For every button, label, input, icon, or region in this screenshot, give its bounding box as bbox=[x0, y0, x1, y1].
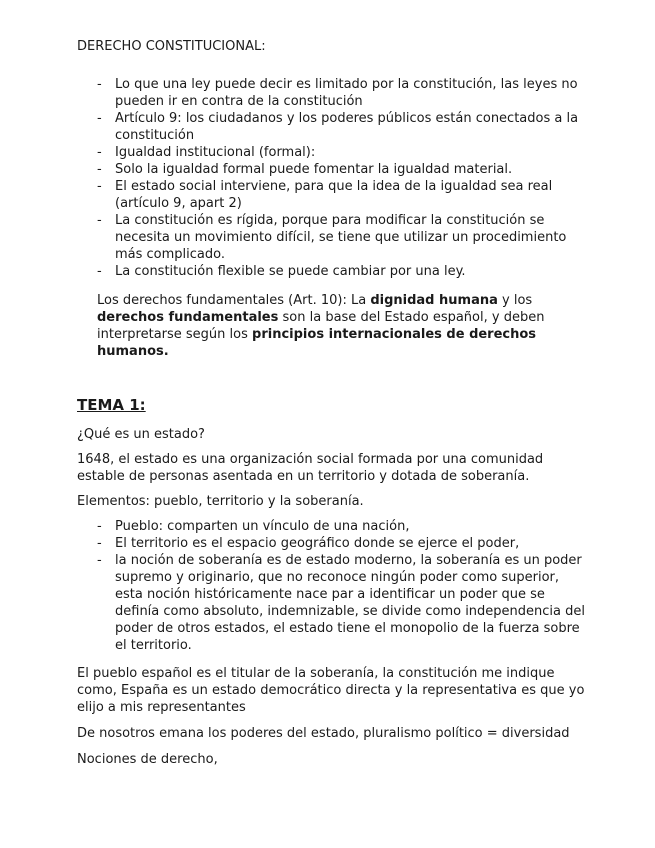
bullet-dash: - bbox=[97, 213, 102, 228]
section-title: DERECHO CONSTITUCIONAL: bbox=[77, 39, 266, 54]
constitution-bullet-list bbox=[97, 76, 587, 280]
rights-text-3: son la base del Estado español, y deben interpretarse según los bbox=[97, 310, 545, 342]
bullet-dash: - bbox=[97, 162, 102, 177]
rights-bold-fundamental: derechos fundamentales bbox=[97, 310, 279, 325]
bullet-dash: - bbox=[97, 77, 102, 92]
state-definition: 1648, el estado es una organización social formada por una comunidad estable de personas asentada en un territorio y dotada de soberanía. bbox=[77, 452, 544, 484]
list-item-text: La constitución es rígida, porque para modificar la constitución se necesita un movimiento difícil, se tiene que utilizar un procedimiento más complicado. bbox=[115, 213, 567, 262]
list-item-text: Igualdad institucional (formal): bbox=[115, 145, 316, 160]
bullet-dash: - bbox=[97, 536, 102, 551]
list-item-text: Solo la igualdad formal puede fomentar la igualdad material. bbox=[115, 162, 513, 177]
fundamental-rights-paragraph bbox=[97, 292, 567, 360]
list-item-text: la noción de soberanía es de estado moderno, la soberanía es un poder supremo y originario, que no reconoce ningún poder como superior, esta noción históricamente nace par a identificar un poder que se definía como absoluto, indemnizable, se divide como independencia del poder de otros estados, el estado tiene el monopolio de la fuerza sobre el territorio. bbox=[115, 553, 585, 653]
list-item bbox=[97, 212, 587, 263]
list-item-text: Pueblo: comparten un vínculo de una nación, bbox=[115, 519, 410, 534]
list-item bbox=[97, 110, 587, 144]
bullet-dash: - bbox=[97, 264, 102, 279]
list-item-text: La constitución flexible se puede cambiar por una ley. bbox=[115, 264, 466, 279]
tema-heading: TEMA 1: bbox=[77, 396, 146, 414]
list-item-text: El territorio es el espacio geográfico donde se ejerce el poder, bbox=[115, 536, 520, 551]
list-item bbox=[97, 161, 587, 178]
rights-text-1: Los derechos fundamentales (Art. 10): La bbox=[97, 293, 371, 308]
list-item-text: Lo que una ley puede decir es limitado por la constitución, las leyes no pueden ir en contra de la constitución bbox=[115, 77, 578, 109]
list-item bbox=[97, 263, 587, 280]
question-text: ¿Qué es un estado? bbox=[77, 427, 205, 442]
list-item bbox=[97, 518, 587, 535]
list-item bbox=[97, 552, 587, 654]
notions-paragraph: Nociones de derecho, bbox=[77, 752, 218, 767]
list-item-text: Artículo 9: los ciudadanos y los poderes públicos están conectados a la constitución bbox=[115, 111, 579, 143]
sovereignty-paragraph: El pueblo español es el titular de la soberanía, la constitución me indique como, España es un estado democrático directa y la representativa es que yo elijo a mis representantes bbox=[77, 666, 585, 715]
elements-text: Elementos: pueblo, territorio y la soberanía. bbox=[77, 494, 364, 509]
elements-bullet-list bbox=[97, 518, 587, 654]
list-item bbox=[97, 178, 587, 212]
bullet-dash: - bbox=[97, 553, 102, 568]
list-item bbox=[97, 535, 587, 552]
rights-bold-principles: principios internacionales de derechos humanos. bbox=[97, 327, 537, 359]
list-item-text: El estado social interviene, para que la idea de la igualdad sea real (artículo 9, apart 2) bbox=[115, 179, 553, 211]
list-item bbox=[97, 144, 587, 161]
list-item bbox=[97, 76, 587, 110]
rights-text-2: y los bbox=[497, 293, 533, 308]
rights-bold-dignity: dignidad humana bbox=[370, 293, 498, 308]
bullet-dash: - bbox=[97, 111, 102, 126]
powers-paragraph: De nosotros emana los poderes del estado, pluralismo político = diversidad bbox=[77, 726, 570, 741]
bullet-dash: - bbox=[97, 145, 102, 160]
bullet-dash: - bbox=[97, 519, 102, 534]
bullet-dash: - bbox=[97, 179, 102, 194]
